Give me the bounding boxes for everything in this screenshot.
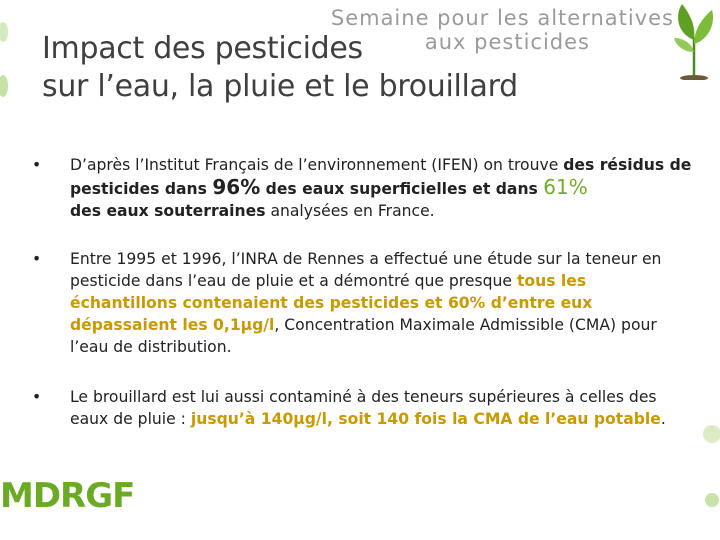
bullet-text: analysées en France. (265, 202, 435, 220)
banner-line-2: aux pesticides (424, 30, 590, 54)
percent-groundwater: 61% (543, 175, 588, 199)
bullet-fog (32, 386, 692, 430)
title-line-2: sur l’eau, la pluie et le brouillard (42, 69, 518, 104)
bullet-ifen (32, 154, 692, 222)
bullet-text: , Concentration Maximale Admissible (CMA) pour l’eau de distribution. (70, 316, 657, 356)
decorative-dots-left (0, 18, 14, 118)
bullet-symbol: • (32, 156, 42, 174)
bullet-inra (32, 248, 692, 358)
bullet-text: Entre 1995 et 1996, l’INRA de Rennes a effectué une étude sur la teneur en pesticide dans l’eau de pluie et a démontré que presque (70, 250, 662, 290)
bullet-bold-text: des résidus de pesticides dans (70, 156, 692, 198)
banner-line-1: Semaine pour les alternatives (330, 6, 674, 30)
mdrgf-logo: MDRGF (0, 476, 135, 516)
bullet-list (32, 154, 692, 450)
bullet-text: . (660, 410, 666, 428)
percent-surface-water: 96% (212, 175, 261, 199)
bullet-symbol: • (32, 388, 42, 406)
bullet-text: Le brouillard est lui aussi contaminé à des teneurs supérieures à celles des eaux de pluie : (70, 388, 657, 428)
bullet-bold-text: des eaux souterraines (70, 202, 266, 220)
bullet-highlight: tous les échantillons contenaient des pesticides et 60% d’entre eux dépassaient les 0,1µg/l (70, 272, 593, 334)
bullet-highlight: jusqu’à 140µg/l, soit 140 fois la CMA de l’eau potable (190, 410, 661, 428)
bullet-bold-text: des eaux superficielles et dans (260, 180, 544, 198)
title-line-1: Impact des pesticides (42, 31, 363, 66)
slide-title (42, 30, 518, 106)
plant-icon (668, 0, 718, 80)
bullet-symbol: • (32, 250, 42, 268)
bullet-text: D’après l’Institut Français de l’environnement (IFEN) on trouve (70, 156, 564, 174)
